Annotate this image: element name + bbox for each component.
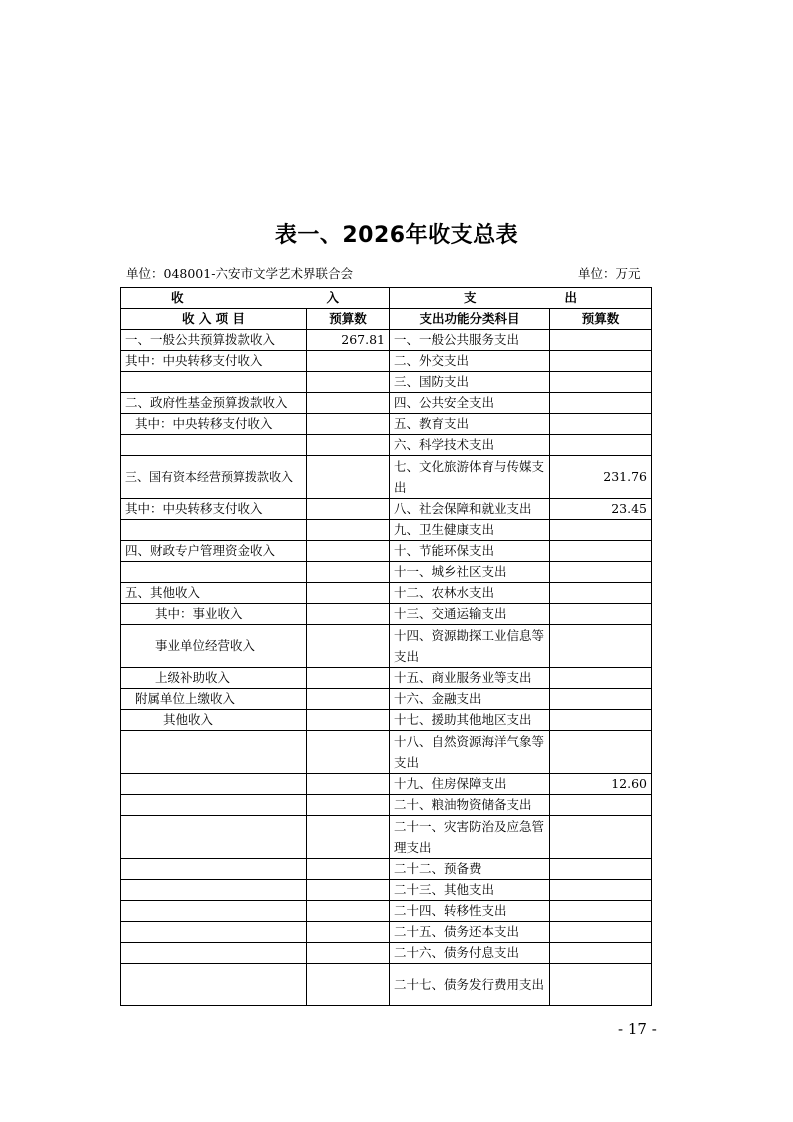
- expense-amount-cell: [550, 562, 652, 583]
- income-amount-cell: [307, 541, 390, 562]
- expense-cell: 十七、援助其他地区支出: [390, 710, 550, 731]
- income-cell: [121, 922, 307, 943]
- expense-cell: 八、社会保障和就业支出: [390, 499, 550, 520]
- income-amount-cell: [307, 562, 390, 583]
- expense-cell: 九、卫生健康支出: [390, 520, 550, 541]
- expense-amount-cell: [550, 689, 652, 710]
- income-amount-cell: [307, 964, 390, 1006]
- table-row: [121, 901, 652, 922]
- table-row: [121, 774, 652, 795]
- table-row: [121, 393, 652, 414]
- table-row: [121, 330, 652, 351]
- income-cell: 其中：中央转移支付收入: [121, 414, 307, 435]
- expense-amount-cell: [550, 414, 652, 435]
- income-item-header: 收 入 项 目: [121, 309, 307, 330]
- expense-item-header: 支出功能分类科目: [390, 309, 550, 330]
- income-amount-cell: [307, 668, 390, 689]
- expense-amount-cell: [550, 816, 652, 859]
- income-cell: [121, 731, 307, 774]
- table-row: [121, 922, 652, 943]
- table-row: [121, 668, 652, 689]
- expense-amount-cell: [550, 943, 652, 964]
- expense-amount-cell: [550, 859, 652, 880]
- income-amount-cell: [307, 859, 390, 880]
- income-cell: [121, 880, 307, 901]
- expense-cell: 三、国防支出: [390, 372, 550, 393]
- income-header-a: 收: [171, 290, 184, 305]
- expense-amount-cell: 12.60: [550, 774, 652, 795]
- table-row: [121, 372, 652, 393]
- income-cell: 其中：事业收入: [121, 604, 307, 625]
- table-row: [121, 520, 652, 541]
- table-row: [121, 541, 652, 562]
- expense-amount-cell: [550, 795, 652, 816]
- expense-cell: 二十六、债务付息支出: [390, 943, 550, 964]
- expense-cell: 十二、农林水支出: [390, 583, 550, 604]
- expense-amount-cell: [550, 922, 652, 943]
- income-cell: 一、一般公共预算拨款收入: [121, 330, 307, 351]
- table-row: [121, 795, 652, 816]
- expense-cell: 十九、住房保障支出: [390, 774, 550, 795]
- expense-cell: 五、教育支出: [390, 414, 550, 435]
- expense-header-a: 支: [464, 290, 477, 305]
- income-amount-cell: 267.81: [307, 330, 390, 351]
- expense-cell: 六、科学技术支出: [390, 435, 550, 456]
- income-amount-cell: [307, 393, 390, 414]
- expense-cell: 十一、城乡社区支出: [390, 562, 550, 583]
- income-amount-cell: [307, 604, 390, 625]
- income-amount-cell: [307, 880, 390, 901]
- table-row: [121, 435, 652, 456]
- income-amount-cell: [307, 414, 390, 435]
- expense-amount-cell: [550, 520, 652, 541]
- expense-amount-cell: 231.76: [550, 456, 652, 499]
- expense-amount-cell: [550, 880, 652, 901]
- income-cell: 四、财政专户管理资金收入: [121, 541, 307, 562]
- income-cell: [121, 964, 307, 1006]
- income-amount-cell: [307, 943, 390, 964]
- budget-summary-table: [120, 287, 652, 1006]
- income-amount-cell: [307, 372, 390, 393]
- header-row-group: [121, 288, 652, 309]
- unit-label-right: 单位：万元: [578, 266, 641, 281]
- table-row: [121, 689, 652, 710]
- table-row: [121, 859, 652, 880]
- income-header-b: 入: [326, 290, 339, 305]
- table-row: [121, 562, 652, 583]
- expense-amount-cell: [550, 964, 652, 1006]
- table-row: [121, 499, 652, 520]
- income-amount-cell: [307, 774, 390, 795]
- income-cell: 二、政府性基金预算拨款收入: [121, 393, 307, 414]
- expense-cell: 十四、资源勘探工业信息等支出: [390, 625, 550, 668]
- expense-amount-cell: [550, 435, 652, 456]
- income-cell: [121, 943, 307, 964]
- expense-cell: 二十七、债务发行费用支出: [390, 964, 550, 1006]
- income-cell: 附属单位上缴收入: [121, 689, 307, 710]
- income-cell: 其他收入: [121, 710, 307, 731]
- income-amount-cell: [307, 816, 390, 859]
- expense-amount-cell: [550, 330, 652, 351]
- table-row: [121, 625, 652, 668]
- income-amount-cell: [307, 731, 390, 774]
- expense-cell: 十、节能环保支出: [390, 541, 550, 562]
- income-amount-cell: [307, 625, 390, 668]
- page-number: - 17 -: [618, 1020, 657, 1038]
- income-cell: [121, 435, 307, 456]
- table-row: [121, 456, 652, 499]
- expense-cell: 十八、自然资源海洋气象等支出: [390, 731, 550, 774]
- expense-amount-cell: [550, 393, 652, 414]
- expense-cell: 二十一、灾害防治及应急管理支出: [390, 816, 550, 859]
- expense-amount-cell: [550, 625, 652, 668]
- income-amount-cell: [307, 795, 390, 816]
- table-row: [121, 710, 652, 731]
- income-amount-cell: [307, 435, 390, 456]
- income-amount-cell: [307, 456, 390, 499]
- expense-cell: 二十二、预备费: [390, 859, 550, 880]
- income-amount-cell: [307, 351, 390, 372]
- expense-amount-cell: [550, 901, 652, 922]
- expense-amount-header: 预算数: [550, 309, 652, 330]
- unit-label-left: 单位：048001-六安市文学艺术界联合会: [126, 266, 353, 281]
- expense-amount-cell: [550, 710, 652, 731]
- expense-cell: 七、文化旅游体育与传媒支出: [390, 456, 550, 499]
- income-cell: [121, 859, 307, 880]
- expense-cell: 十五、商业服务业等支出: [390, 668, 550, 689]
- table-row: [121, 414, 652, 435]
- income-amount-cell: [307, 901, 390, 922]
- expense-cell: 二十三、其他支出: [390, 880, 550, 901]
- header-row-columns: [121, 309, 652, 330]
- expense-cell: 十六、金融支出: [390, 689, 550, 710]
- income-cell: 五、其他收入: [121, 583, 307, 604]
- income-cell: [121, 520, 307, 541]
- expense-amount-cell: [550, 583, 652, 604]
- table-row: [121, 731, 652, 774]
- income-cell: [121, 901, 307, 922]
- expense-cell: 二十五、债务还本支出: [390, 922, 550, 943]
- income-cell: 上级补助收入: [121, 668, 307, 689]
- income-cell: [121, 816, 307, 859]
- expense-amount-cell: [550, 351, 652, 372]
- expense-group-header: [390, 288, 652, 309]
- table-row: [121, 943, 652, 964]
- income-amount-cell: [307, 499, 390, 520]
- expense-cell: 十三、交通运输支出: [390, 604, 550, 625]
- income-group-header: [121, 288, 390, 309]
- income-cell: [121, 774, 307, 795]
- page-title: 表一、2026年收支总表: [274, 223, 519, 248]
- expense-header-b: 出: [564, 290, 577, 305]
- income-cell: 其中：中央转移支付收入: [121, 351, 307, 372]
- expense-cell: 二、外交支出: [390, 351, 550, 372]
- income-amount-cell: [307, 710, 390, 731]
- income-cell: [121, 372, 307, 393]
- table-row: [121, 351, 652, 372]
- income-amount-cell: [307, 520, 390, 541]
- table-row: [121, 816, 652, 859]
- income-amount-cell: [307, 689, 390, 710]
- income-cell: 三、国有资本经营预算拨款收入: [121, 456, 307, 499]
- table-row: [121, 604, 652, 625]
- income-cell: 其中：中央转移支付收入: [121, 499, 307, 520]
- income-cell: [121, 795, 307, 816]
- expense-amount-cell: [550, 372, 652, 393]
- expense-cell: 一、一般公共服务支出: [390, 330, 550, 351]
- expense-amount-cell: [550, 668, 652, 689]
- expense-cell: 四、公共安全支出: [390, 393, 550, 414]
- expense-amount-cell: [550, 541, 652, 562]
- expense-cell: 二十四、转移性支出: [390, 901, 550, 922]
- income-cell: [121, 562, 307, 583]
- table-row: [121, 880, 652, 901]
- income-amount-cell: [307, 922, 390, 943]
- income-amount-cell: [307, 583, 390, 604]
- table-row: [121, 964, 652, 1006]
- income-amount-header: 预算数: [307, 309, 390, 330]
- table-row: [121, 583, 652, 604]
- expense-amount-cell: [550, 731, 652, 774]
- income-cell: 事业单位经营收入: [121, 625, 307, 668]
- expense-amount-cell: 23.45: [550, 499, 652, 520]
- expense-amount-cell: [550, 604, 652, 625]
- expense-cell: 二十、粮油物资储备支出: [390, 795, 550, 816]
